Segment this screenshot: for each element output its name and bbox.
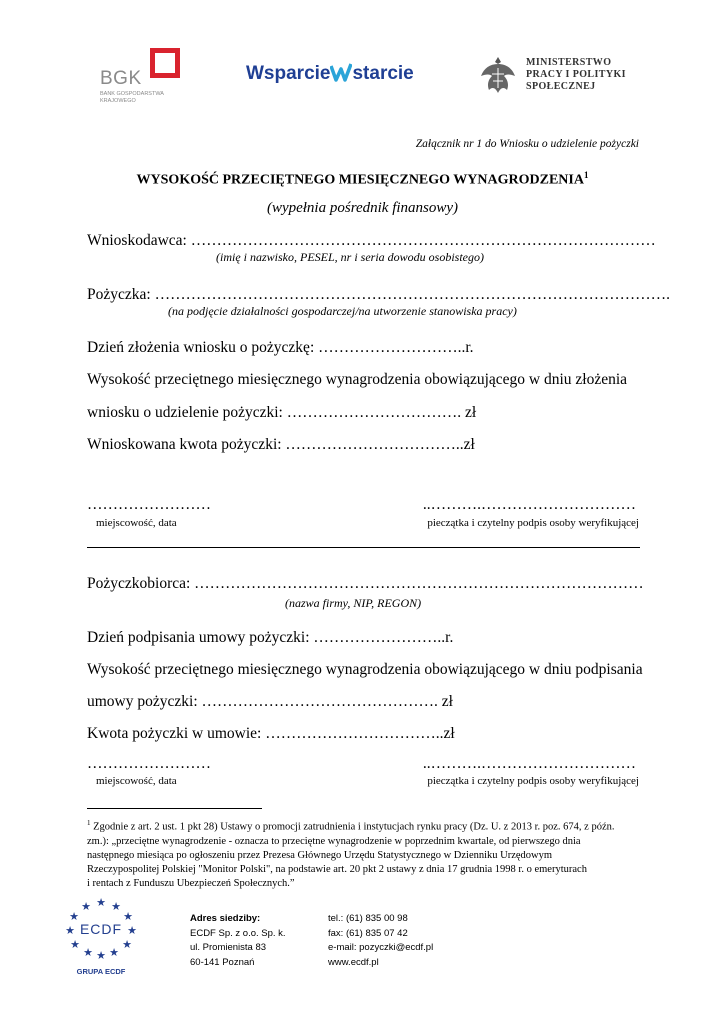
svg-text:★: ★ (123, 910, 133, 923)
wsparcie-w-icon (330, 62, 352, 82)
agreement-date-line: Dzień podpisania umowy pożyczki: ……………………..r. (87, 629, 454, 646)
footnote-ref: 1 (583, 170, 589, 180)
svg-text:★: ★ (65, 924, 75, 937)
footnote-line-4: Rzeczypospolitej Polskiej "Monitor Polski", na podstawie art. 20 pkt 2 ustawy z dnia 17 grudnia 1998 r. o emeryturach (87, 863, 587, 875)
applicant-line: Wnioskodawca: ……………………………………………………………………………… (87, 232, 656, 249)
bgk-name: BGK (100, 68, 142, 89)
svg-text:★: ★ (69, 910, 79, 923)
ecdf-logo-text: ECDF (79, 921, 123, 937)
wage2-line-2: umowy pożyczki: ………………………………………. zł (87, 693, 453, 710)
email-link[interactable]: e-mail: pozyczki@ecdf.pl (328, 942, 434, 953)
svg-text:★: ★ (109, 946, 119, 959)
svg-text:★: ★ (111, 900, 121, 913)
verifier-signature-label-2: pieczątka i czytelny podpis osoby weryfikującej (427, 775, 639, 787)
phone: tel.: (61) 835 00 98 (328, 913, 408, 924)
loan-hint: (na podjęcie działalności gospodarczej/na utworzenie stanowiska pracy) (168, 304, 517, 318)
footnote-line-5: i rentach z Funduszu Ubezpieczeń Społecznych.” (87, 877, 295, 889)
requested-amount-line: Wnioskowana kwota pożyczki: ……………………………..zł (87, 436, 475, 453)
svg-text:★: ★ (96, 949, 106, 960)
svg-text:★: ★ (81, 900, 91, 913)
document-title (0, 170, 725, 189)
svg-text:★: ★ (83, 946, 93, 959)
place-date-label: miejscowość, data (96, 517, 177, 529)
wage2-line-1: Wysokość przeciętnego miesięcznego wynagrodzenia obowiązującego w dniu podpisania (87, 661, 643, 678)
bgk-subtitle-2: KRAJOWEGO (100, 98, 136, 104)
application-date-line: Dzień złożenia wniosku o pożyczkę: ………………………..r. (87, 339, 474, 356)
ministry-logo (478, 54, 638, 100)
footnote-line-3: następnego miesiąca po ogłoszeniu przez Prezesa Głównego Urzędu Statystycznego w Dzienniku Urzędowym (87, 849, 553, 861)
bgk-logo (96, 46, 186, 110)
bgk-subtitle-1: BANK GOSPODARSTWA (100, 91, 164, 97)
section-divider (87, 547, 640, 548)
eagle-emblem-icon (478, 54, 518, 96)
footnote-text-1: Zgodnie z art. 2 ust. 1 pkt 28) Ustawy o promocji zatrudnienia i instytucjach rynku pracy (Dz. U. z 2013 r. poz. 674, z późn. (90, 821, 615, 833)
bgk-square-icon (150, 48, 180, 78)
signature2-verifier-dots: ..……….………………………… (422, 755, 636, 772)
svg-text:★: ★ (96, 896, 106, 909)
signature-verifier-dots: ..……….………………………… (422, 496, 636, 513)
applicant-hint: (imię i nazwisko, PESEL, nr i seria dowodu osobistego) (216, 250, 484, 264)
attachment-note: Załącznik nr 1 do Wniosku o udzielenie pożyczki (415, 138, 639, 150)
loan-line: Pożyczka: ………………………………………………………………………………………. (87, 286, 670, 303)
ministry-line-2: PRACY I POLITYKI (526, 69, 626, 80)
place-date-label-2: miejscowość, data (96, 775, 177, 787)
wsparcie-part1: Wsparcie (246, 63, 331, 84)
footnote-mark: 1 (87, 819, 91, 827)
footnote-separator (87, 808, 262, 809)
document-subtitle: (wypełnia pośrednik finansowy) (266, 200, 459, 216)
address-line-2: ul. Promienista 83 (190, 942, 267, 953)
fax: fax: (61) 835 07 42 (328, 927, 408, 939)
ministry-line-3: SPOŁECZNEJ (526, 81, 596, 92)
loan-amount-line: Kwota pożyczki w umowie: ……………………………..zł (87, 725, 455, 742)
svg-text:★: ★ (70, 938, 80, 951)
signature2-place-dots: …………………… (87, 755, 211, 772)
document-title-text: WYSOKOŚĆ PRZECIĘTNEGO MIESIĘCZNEGO WYNAGRODZENIA (136, 172, 584, 188)
borrower-hint: (nazwa firmy, NIP, REGON) (285, 596, 422, 610)
contact-block (328, 912, 433, 970)
footnote-line-2: zm.): „przeciętne wynagrodzenie - oznacza to przeciętne wynagrodzenie w poprzednim kwartale, od pierwszego dnia (87, 835, 581, 847)
wage-line-1: Wysokość przeciętnego miesięcznego wynagrodzenia obowiązującego w dniu złożenia (87, 371, 628, 388)
footnote (87, 816, 647, 891)
ministry-line-1: MINISTERSTWO (526, 57, 612, 68)
verifier-signature-label: pieczątka i czytelny podpis osoby weryfikującej (427, 517, 639, 529)
ecdf-logo (62, 896, 140, 978)
wage-line-2: wniosku o udzielenie pożyczki: ……………………………. zł (87, 404, 477, 421)
signature-place-dots: …………………… (87, 496, 211, 513)
address-line-3: 60-141 Poznań (190, 956, 255, 968)
footnote-line-1 (87, 816, 647, 835)
address-title: Adres siedziby: (190, 913, 261, 924)
svg-text:★: ★ (122, 938, 132, 951)
address-block (190, 912, 286, 970)
wsparcie-part2: starcie (352, 63, 414, 84)
address-line-1: ECDF Sp. z o.o. Sp. k. (190, 927, 286, 939)
borrower-line: Pożyczkobiorca: …………………………………………………………………………… (87, 575, 644, 592)
website-link[interactable]: www.ecdf.pl (328, 956, 379, 968)
ecdf-group-label: GRUPA ECDF (76, 967, 126, 976)
wsparcie-logo (246, 62, 414, 85)
svg-text:★: ★ (127, 924, 137, 937)
